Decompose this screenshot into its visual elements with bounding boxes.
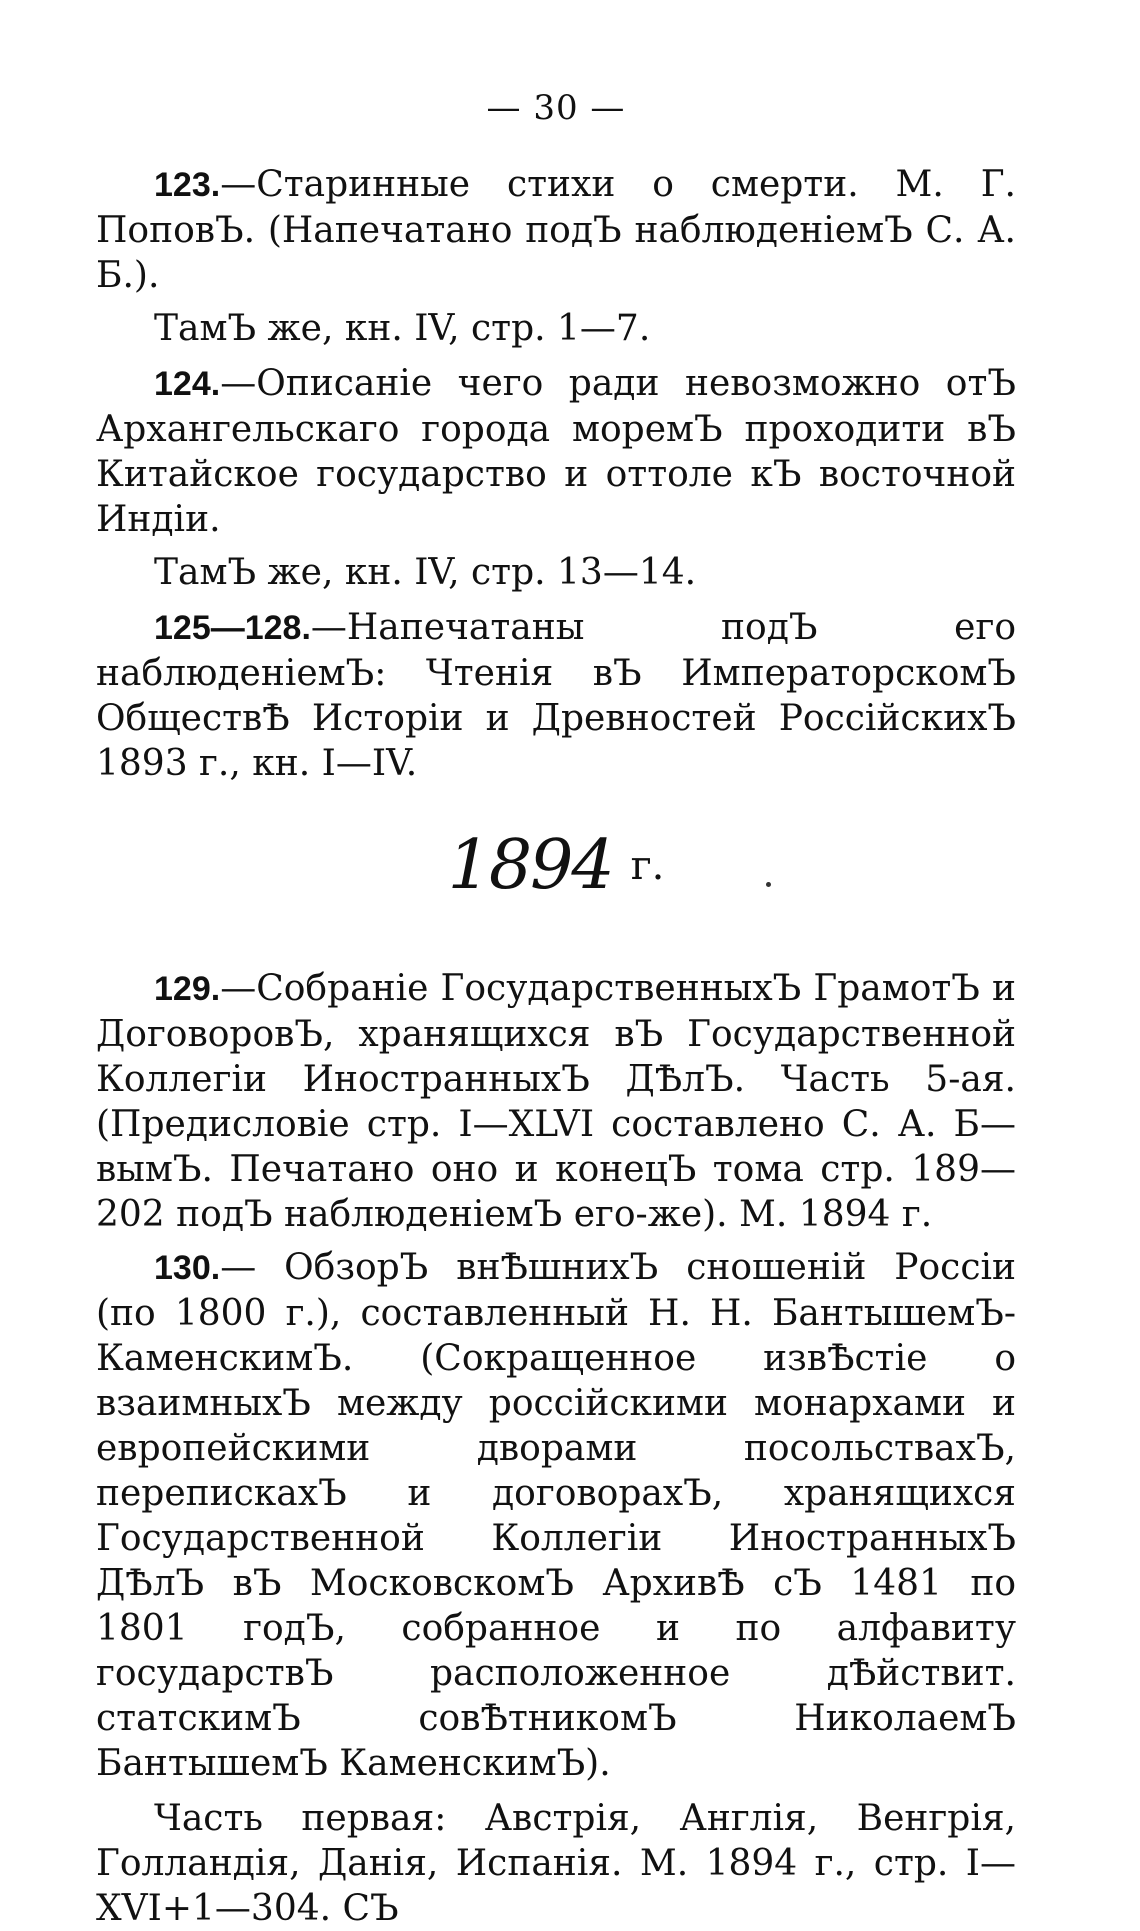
entry-number: 130. xyxy=(154,1249,221,1287)
entry-125-128 xyxy=(96,605,1016,786)
year-heading xyxy=(96,826,1016,922)
year-heading-year: 1894 xyxy=(447,826,613,905)
entry-124-ref: ТамЪ же, кн. IV, стр. 13—14. xyxy=(154,552,697,593)
entry-number: 129. xyxy=(154,970,221,1008)
entry-text: —Старинные стихи о смерти. М. Г. ПоповЪ. (Напечатано подЪ наблюденiемЪ С. А. Б.). xyxy=(96,164,1016,296)
year-heading-suffix: г. xyxy=(630,842,665,889)
closing-paragraph: Часть первая: Австрiя, Англiя, Венгрiя, Голландiя, Данiя, Испанiя. М. 1894 г., стр. I—XVI+1—304. СЪ xyxy=(96,1798,1016,1929)
entry-129 xyxy=(96,966,1016,1237)
entry-123-ref: ТамЪ же, кн. IV, стр. 1—7. xyxy=(154,308,651,349)
entry-number: 123. xyxy=(154,166,221,204)
entry-123 xyxy=(96,162,1016,298)
entry-text: — ОбзорЪ внѢшнихЪ сношенiй Россiи (по 1800 г.), составленный Н. Н. БантышемЪ-КаменскимЪ. (Сокращенное извѢстiе о взаимныхЪ между россiйскими монархами и европейскими дворами посольствахЪ, перепискахЪ и договорахЪ, хранящихся Государственной Коллегiи ИностранныхЪ ДѢлЪ вЪ МосковскомЪ АрхивѢ сЪ 1481 по 1801 годЪ, собранное и по алфавиту государствЪ расположенное дѢйствит. статскимЪ совѢтникомЪ НиколаемЪ БантышемЪ КаменскимЪ). xyxy=(96,1247,1016,1784)
entry-text: —Напечатаны подЪ его наблюденiемЪ: Чтенiя вЪ ИмператорскомЪ ОбществѢ Исторiи и Древностей РоссiйскихЪ 1893 г., кн. I—IV. xyxy=(96,607,1016,784)
entry-text: —Собранiе ГосударственныхЪ ГрамотЪ и ДоговоровЪ, хранящихся вЪ Государственной Коллегiи ИностранныхЪ ДѢлЪ. Часть 5-ая. (Предисловiе стр. I—XLVI составлено С. А. Б—вымЪ. Печатано оно и конецЪ тома стр. 189—202 подЪ наблюденiемЪ его-же). М. 1894 г. xyxy=(96,968,1016,1235)
entry-number: 125—128. xyxy=(154,609,311,647)
document-page xyxy=(96,88,1016,1929)
entry-130 xyxy=(96,1245,1016,1786)
entry-number: 124. xyxy=(154,365,221,403)
entry-text: —Описанiе чего ради невозможно отЪ Архангельскаго города моремЪ проходити вЪ Китайское государство и оттоле кЪ восточной Индiи. xyxy=(96,363,1016,540)
stray-dot xyxy=(766,882,771,887)
entry-124 xyxy=(96,361,1016,542)
page-number: — 30 — xyxy=(486,88,626,128)
